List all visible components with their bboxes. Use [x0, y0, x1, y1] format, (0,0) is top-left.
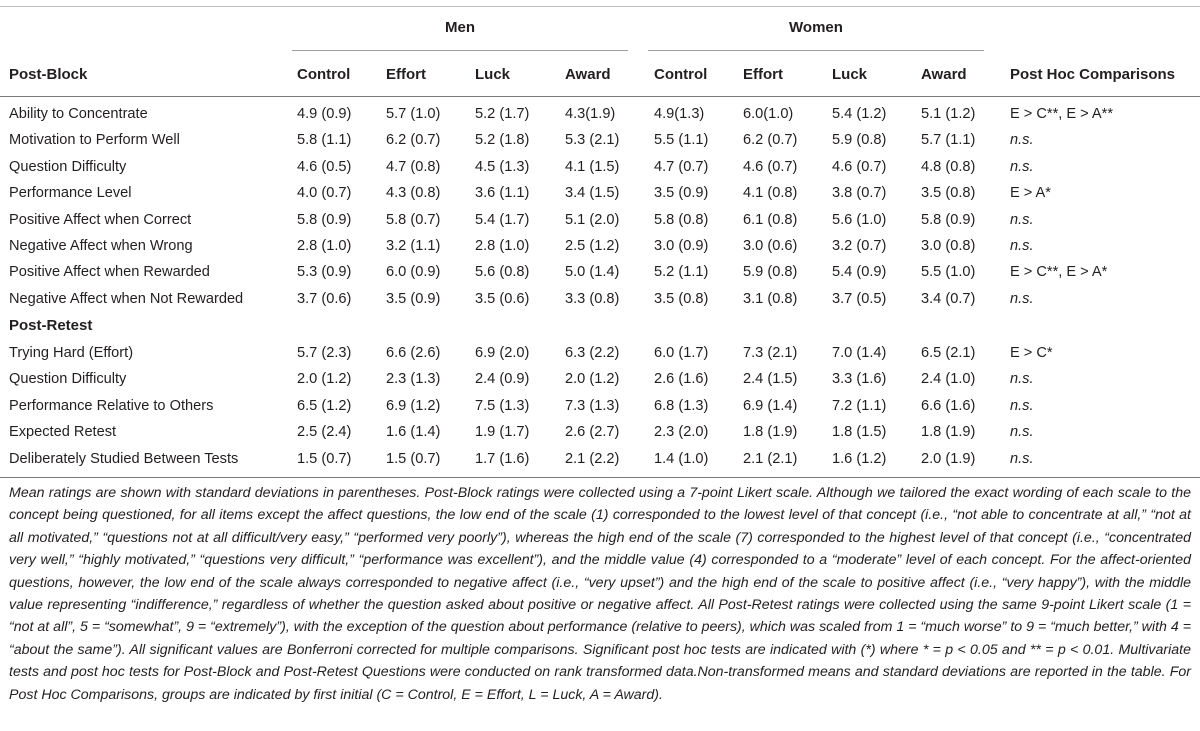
table-cell-luck-men: 2.4 (0.9) — [475, 371, 530, 387]
table-cell-award-women: 5.7 (1.1) — [921, 132, 976, 148]
table-cell-control-men: 4.6 (0.5) — [297, 159, 352, 175]
row-label: Ability to Concentrate — [9, 106, 148, 122]
table-cell-award-women: 4.8 (0.8) — [921, 159, 976, 175]
col-header-men-effort: Effort — [386, 66, 426, 83]
table-row — [0, 286, 1200, 312]
table-cell-luck-men: 6.9 (2.0) — [475, 345, 530, 361]
table-cell-award-men: 6.3 (2.2) — [565, 345, 620, 361]
table-cell-control-women: 3.5 (0.9) — [654, 185, 709, 201]
col-header-women-control: Control — [654, 66, 708, 83]
table-cell-effort-women: 6.0(1.0) — [743, 106, 794, 122]
table-cell-effort-women: 6.2 (0.7) — [743, 132, 798, 148]
table-cell-effort-women: 5.9 (0.8) — [743, 264, 798, 280]
top-rule — [0, 6, 1200, 7]
table-cell-luck-women: 5.6 (1.0) — [832, 212, 887, 228]
table-cell-control-women: 2.3 (2.0) — [654, 424, 709, 440]
table-cell-award-women: 3.0 (0.8) — [921, 238, 976, 254]
table-row — [0, 101, 1200, 127]
table-cell-control-women: 1.4 (1.0) — [654, 451, 709, 467]
post-hoc-cell: E > C**, E > A** — [1010, 106, 1114, 122]
table-footnote: Mean ratings are shown with standard deviations in parentheses. Post-Block ratings were collected using a 7-point Likert scale. Although we tailored the exact wording of each scale to the concept being questioned, for all items except the affect questions, the low end of the scale (1) corresponded to the lowest level of that concept (i.e., “not able to concentrate at all,” “not at all motivated,” “questions not at all difficult/very easy,” “performed very poorly”), whereas the high end of the scale (7) corresponded to the highest level of that concept (i.e., “concentrated very well,” “highly motivated,” “questions very difficult,” “performance was excellent”), and the middle value (4) corresponded to a “moderate” level of each concept. For the affect-oriented questions, however, the low end of the scale always corresponded to negative affect (i.e., “very upset”) and the high end of the scale to positive affect (i.e., “very happy”), with the middle value representing “indifference,” regardless of whether the question asked about positive or negative affect. All Post-Retest ratings were collected using the same 9-point Likert scale (1 = “not at all”, 5 = “somewhat”, 9 = “extremely”), with the exception of the question about performance (relative to peers), which was scaled from 1 = “much worse” to 9 = “much better,” with 4 = “about the same”). All significant values are Bonferroni corrected for multiple comparisons. Significant post hoc tests are indicated with (*) where * = p < 0.05 and ** = p < 0.01. Multivariate tests and post hoc tests for Post-Block and Post-Retest Questions were conducted on rank transformed data.Non-transformed means and standard deviations are reported in the table. For Post Hoc Comparisons, groups are indicated by first initial (C = Control, E = Effort, L = Luck, A = Award). — [9, 485, 1191, 703]
section-header-post-retest: Post-Retest — [9, 317, 93, 334]
table-cell-control-men: 4.9 (0.9) — [297, 106, 352, 122]
table-cell-luck-women: 1.6 (1.2) — [832, 451, 887, 467]
header-rule — [0, 96, 1200, 97]
table-cell-luck-women: 3.8 (0.7) — [832, 185, 887, 201]
table-cell-effort-men: 5.8 (0.7) — [386, 212, 441, 228]
table-cell-award-women: 3.4 (0.7) — [921, 291, 976, 307]
row-label: Trying Hard (Effort) — [9, 345, 134, 361]
table-cell-control-women: 4.9(1.3) — [654, 106, 705, 122]
table-cell-control-men: 6.5 (1.2) — [297, 398, 352, 414]
table-cell-award-men: 2.6 (2.7) — [565, 424, 620, 440]
table-cell-luck-women: 5.9 (0.8) — [832, 132, 887, 148]
table-cell-control-men: 5.8 (1.1) — [297, 132, 352, 148]
table-cell-award-women: 5.8 (0.9) — [921, 212, 976, 228]
table-cell-control-men: 5.7 (2.3) — [297, 345, 352, 361]
table-cell-award-women: 6.5 (2.1) — [921, 345, 976, 361]
col-header-women-effort: Effort — [743, 66, 783, 83]
table-cell-luck-men: 7.5 (1.3) — [475, 398, 530, 414]
table-cell-award-men: 5.1 (2.0) — [565, 212, 620, 228]
table-cell-effort-men: 6.9 (1.2) — [386, 398, 441, 414]
table-cell-luck-women: 4.6 (0.7) — [832, 159, 887, 175]
bottom-rule — [0, 477, 1200, 478]
post-hoc-cell: n.s. — [1010, 238, 1034, 254]
row-label: Negative Affect when Not Rewarded — [9, 291, 244, 307]
table-cell-luck-women: 1.8 (1.5) — [832, 424, 887, 440]
col-header-men-luck: Luck — [475, 66, 511, 83]
table-cell-effort-men: 1.6 (1.4) — [386, 424, 441, 440]
table-cell-control-women: 4.7 (0.7) — [654, 159, 709, 175]
row-label: Question Difficulty — [9, 159, 127, 175]
post-hoc-cell: n.s. — [1010, 424, 1034, 440]
table-cell-effort-men: 3.2 (1.1) — [386, 238, 441, 254]
table-cell-award-men: 3.3 (0.8) — [565, 291, 620, 307]
group-rule-men — [292, 50, 628, 51]
table-cell-luck-women: 3.2 (0.7) — [832, 238, 887, 254]
table-row — [0, 393, 1200, 419]
table-cell-control-men: 5.3 (0.9) — [297, 264, 352, 280]
table-cell-award-men: 5.3 (2.1) — [565, 132, 620, 148]
table-cell-luck-men: 1.9 (1.7) — [475, 424, 530, 440]
table-row — [0, 180, 1200, 206]
table-cell-effort-men: 4.7 (0.8) — [386, 159, 441, 175]
table-cell-control-men: 2.8 (1.0) — [297, 238, 352, 254]
post-hoc-cell: E > C* — [1010, 345, 1053, 361]
post-hoc-cell: n.s. — [1010, 159, 1034, 175]
table-cell-control-men: 1.5 (0.7) — [297, 451, 352, 467]
table-cell-effort-women: 6.1 (0.8) — [743, 212, 798, 228]
row-label: Performance Level — [9, 185, 132, 201]
table-cell-luck-men: 3.6 (1.1) — [475, 185, 530, 201]
table-cell-effort-women: 4.1 (0.8) — [743, 185, 798, 201]
col-header-men-control: Control — [297, 66, 351, 83]
table-row — [0, 207, 1200, 233]
table-cell-effort-women: 6.9 (1.4) — [743, 398, 798, 414]
table-row — [0, 419, 1200, 445]
table-cell-luck-men: 5.4 (1.7) — [475, 212, 530, 228]
table-cell-control-men: 2.0 (1.2) — [297, 371, 352, 387]
table-cell-effort-women: 3.1 (0.8) — [743, 291, 798, 307]
table-cell-control-men: 5.8 (0.9) — [297, 212, 352, 228]
table-cell-award-men: 7.3 (1.3) — [565, 398, 620, 414]
table-cell-control-men: 4.0 (0.7) — [297, 185, 352, 201]
row-label: Expected Retest — [9, 424, 117, 440]
table-cell-control-men: 3.7 (0.6) — [297, 291, 352, 307]
table-cell-effort-women: 2.4 (1.5) — [743, 371, 798, 387]
table-cell-award-women: 6.6 (1.6) — [921, 398, 976, 414]
row-header-post-block: Post-Block — [9, 66, 88, 83]
table-cell-control-women: 6.8 (1.3) — [654, 398, 709, 414]
table-cell-award-women: 5.1 (1.2) — [921, 106, 976, 122]
table-cell-effort-women: 1.8 (1.9) — [743, 424, 798, 440]
table-cell-effort-men: 6.2 (0.7) — [386, 132, 441, 148]
table-cell-control-women: 2.6 (1.6) — [654, 371, 709, 387]
table-row — [0, 154, 1200, 180]
table-cell-award-men: 3.4 (1.5) — [565, 185, 620, 201]
col-header-women-award: Award — [921, 66, 967, 83]
table-cell-luck-women: 3.3 (1.6) — [832, 371, 887, 387]
post-hoc-cell: E > A* — [1010, 185, 1051, 201]
table-row — [0, 446, 1200, 472]
table-row — [0, 127, 1200, 153]
table-cell-award-women: 2.4 (1.0) — [921, 371, 976, 387]
table-cell-luck-women: 5.4 (1.2) — [832, 106, 887, 122]
table-cell-luck-men: 3.5 (0.6) — [475, 291, 530, 307]
post-hoc-cell: n.s. — [1010, 371, 1034, 387]
post-hoc-cell: E > C**, E > A* — [1010, 264, 1108, 280]
table-cell-award-women: 3.5 (0.8) — [921, 185, 976, 201]
table-cell-effort-men: 5.7 (1.0) — [386, 106, 441, 122]
table-cell-effort-women: 3.0 (0.6) — [743, 238, 798, 254]
table-cell-luck-men: 4.5 (1.3) — [475, 159, 530, 175]
post-hoc-cell: n.s. — [1010, 451, 1034, 467]
table-row — [0, 340, 1200, 366]
group-header-men: Men — [445, 19, 475, 36]
table-cell-award-women: 1.8 (1.9) — [921, 424, 976, 440]
table-row — [0, 233, 1200, 259]
table-cell-award-men: 5.0 (1.4) — [565, 264, 620, 280]
table-cell-luck-women: 5.4 (0.9) — [832, 264, 887, 280]
table-cell-effort-women: 2.1 (2.1) — [743, 451, 798, 467]
row-label: Negative Affect when Wrong — [9, 238, 193, 254]
table-cell-effort-women: 4.6 (0.7) — [743, 159, 798, 175]
table-cell-luck-men: 5.6 (0.8) — [475, 264, 530, 280]
row-label: Motivation to Perform Well — [9, 132, 180, 148]
table-cell-effort-men: 4.3 (0.8) — [386, 185, 441, 201]
col-header-post-hoc: Post Hoc Comparisons — [1010, 66, 1176, 83]
table-cell-luck-women: 7.2 (1.1) — [832, 398, 887, 414]
table-cell-effort-men: 2.3 (1.3) — [386, 371, 441, 387]
table-cell-control-women: 6.0 (1.7) — [654, 345, 709, 361]
table-cell-award-women: 5.5 (1.0) — [921, 264, 976, 280]
group-rule-women — [648, 50, 984, 51]
table-row — [0, 366, 1200, 392]
table-cell-effort-women: 7.3 (2.1) — [743, 345, 798, 361]
table-cell-control-women: 5.2 (1.1) — [654, 264, 709, 280]
table-cell-control-men: 2.5 (2.4) — [297, 424, 352, 440]
col-header-women-luck: Luck — [832, 66, 868, 83]
table-cell-control-women: 5.8 (0.8) — [654, 212, 709, 228]
table-cell-award-men: 2.0 (1.2) — [565, 371, 620, 387]
table-cell-control-women: 3.0 (0.9) — [654, 238, 709, 254]
table-cell-effort-men: 3.5 (0.9) — [386, 291, 441, 307]
table-cell-effort-men: 6.6 (2.6) — [386, 345, 441, 361]
row-label: Positive Affect when Rewarded — [9, 264, 210, 280]
group-header-women: Women — [789, 19, 843, 36]
col-header-men-award: Award — [565, 66, 611, 83]
row-label: Performance Relative to Others — [9, 398, 214, 414]
post-hoc-cell: n.s. — [1010, 291, 1034, 307]
table-cell-luck-men: 5.2 (1.8) — [475, 132, 530, 148]
row-label: Positive Affect when Correct — [9, 212, 192, 228]
post-hoc-cell: n.s. — [1010, 132, 1034, 148]
table-cell-luck-women: 3.7 (0.5) — [832, 291, 887, 307]
table-row — [0, 259, 1200, 285]
table-cell-luck-men: 2.8 (1.0) — [475, 238, 530, 254]
table-cell-control-women: 3.5 (0.8) — [654, 291, 709, 307]
table-cell-luck-men: 5.2 (1.7) — [475, 106, 530, 122]
table-cell-award-men: 4.1 (1.5) — [565, 159, 620, 175]
post-hoc-cell: n.s. — [1010, 398, 1034, 414]
row-label: Question Difficulty — [9, 371, 127, 387]
table-cell-award-men: 2.1 (2.2) — [565, 451, 620, 467]
table-cell-award-women: 2.0 (1.9) — [921, 451, 976, 467]
table-cell-luck-women: 7.0 (1.4) — [832, 345, 887, 361]
table-cell-award-men: 2.5 (1.2) — [565, 238, 620, 254]
table-cell-control-women: 5.5 (1.1) — [654, 132, 709, 148]
row-label: Deliberately Studied Between Tests — [9, 451, 239, 467]
table-cell-luck-men: 1.7 (1.6) — [475, 451, 530, 467]
table-cell-effort-men: 6.0 (0.9) — [386, 264, 441, 280]
table-cell-effort-men: 1.5 (0.7) — [386, 451, 441, 467]
post-hoc-cell: n.s. — [1010, 212, 1034, 228]
table-cell-award-men: 4.3(1.9) — [565, 106, 616, 122]
